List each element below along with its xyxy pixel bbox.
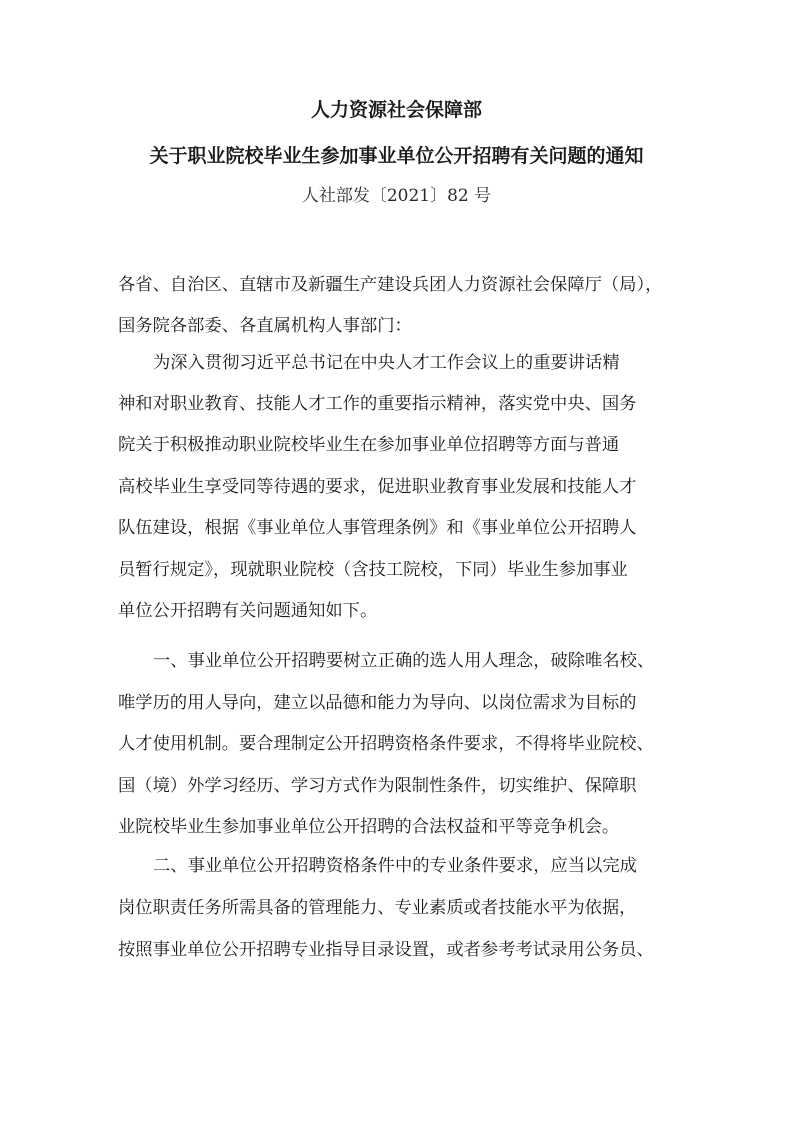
document-number: 人社部发〔2021〕82 号 <box>301 186 492 206</box>
paragraph-line: 岗位职责任务所需具备的管理能力、专业素质或者技能水平为依据， <box>118 898 637 918</box>
paragraph-line: 高校毕业生享受同等待遇的要求，促进职业教育事业发展和技能人才 <box>118 477 637 497</box>
paragraph-line: 按照事业单位公开招聘专业指导目录设置，或者参考考试录用公务员、 <box>118 940 654 960</box>
paragraph-line: 国（境）外学习经历、学习方式作为限制性条件，切实维护、保障职 <box>118 776 637 796</box>
addressee-line: 各省、自治区、直辖市及新疆生产建设兵团人力资源社会保障厅（局）， <box>118 275 663 295</box>
paragraph-line: 队伍建设，根据《事业单位人事管理条例》和《事业单位公开招聘人 <box>118 518 637 538</box>
paragraph-line: 二、事业单位公开招聘资格条件中的专业条件要求，应当以完成 <box>153 856 637 876</box>
paragraph-line: 员暂行规定》，现就职业院校（含技工院校，下同）毕业生参加事业 <box>118 560 628 580</box>
paragraph-line: 唯学历的用人导向，建立以品德和能力为导向、以岗位需求为目标的 <box>118 693 637 713</box>
paragraph-line: 神和对职业教育、技能人才工作的重要指示精神，落实党中央、国务 <box>118 394 637 414</box>
paragraph-line: 为深入贯彻习近平总书记在中央人才工作会议上的重要讲话精 <box>153 353 620 373</box>
paragraph-line: 院关于积极推动职业院校毕业生在参加事业单位招聘等方面与普通 <box>118 435 620 455</box>
paragraph-line: 一、事业单位公开招聘要树立正确的选人用人理念，破除唯名校、 <box>153 651 655 671</box>
paragraph-line: 单位公开招聘有关问题通知如下。 <box>118 601 378 621</box>
document-title: 关于职业院校毕业生参加事业单位公开招聘有关问题的通知 <box>149 145 644 167</box>
issuer-heading: 人力资源社会保障部 <box>310 99 482 121</box>
addressee-line: 国务院各部委、各直属机构人事部门： <box>118 316 412 336</box>
paragraph-line: 人才使用机制。要合理制定公开招聘资格条件要求，不得将毕业院校、 <box>118 734 654 754</box>
paragraph-line: 业院校毕业生参加事业单位公开招聘的合法权益和平等竞争机会。 <box>118 817 620 837</box>
